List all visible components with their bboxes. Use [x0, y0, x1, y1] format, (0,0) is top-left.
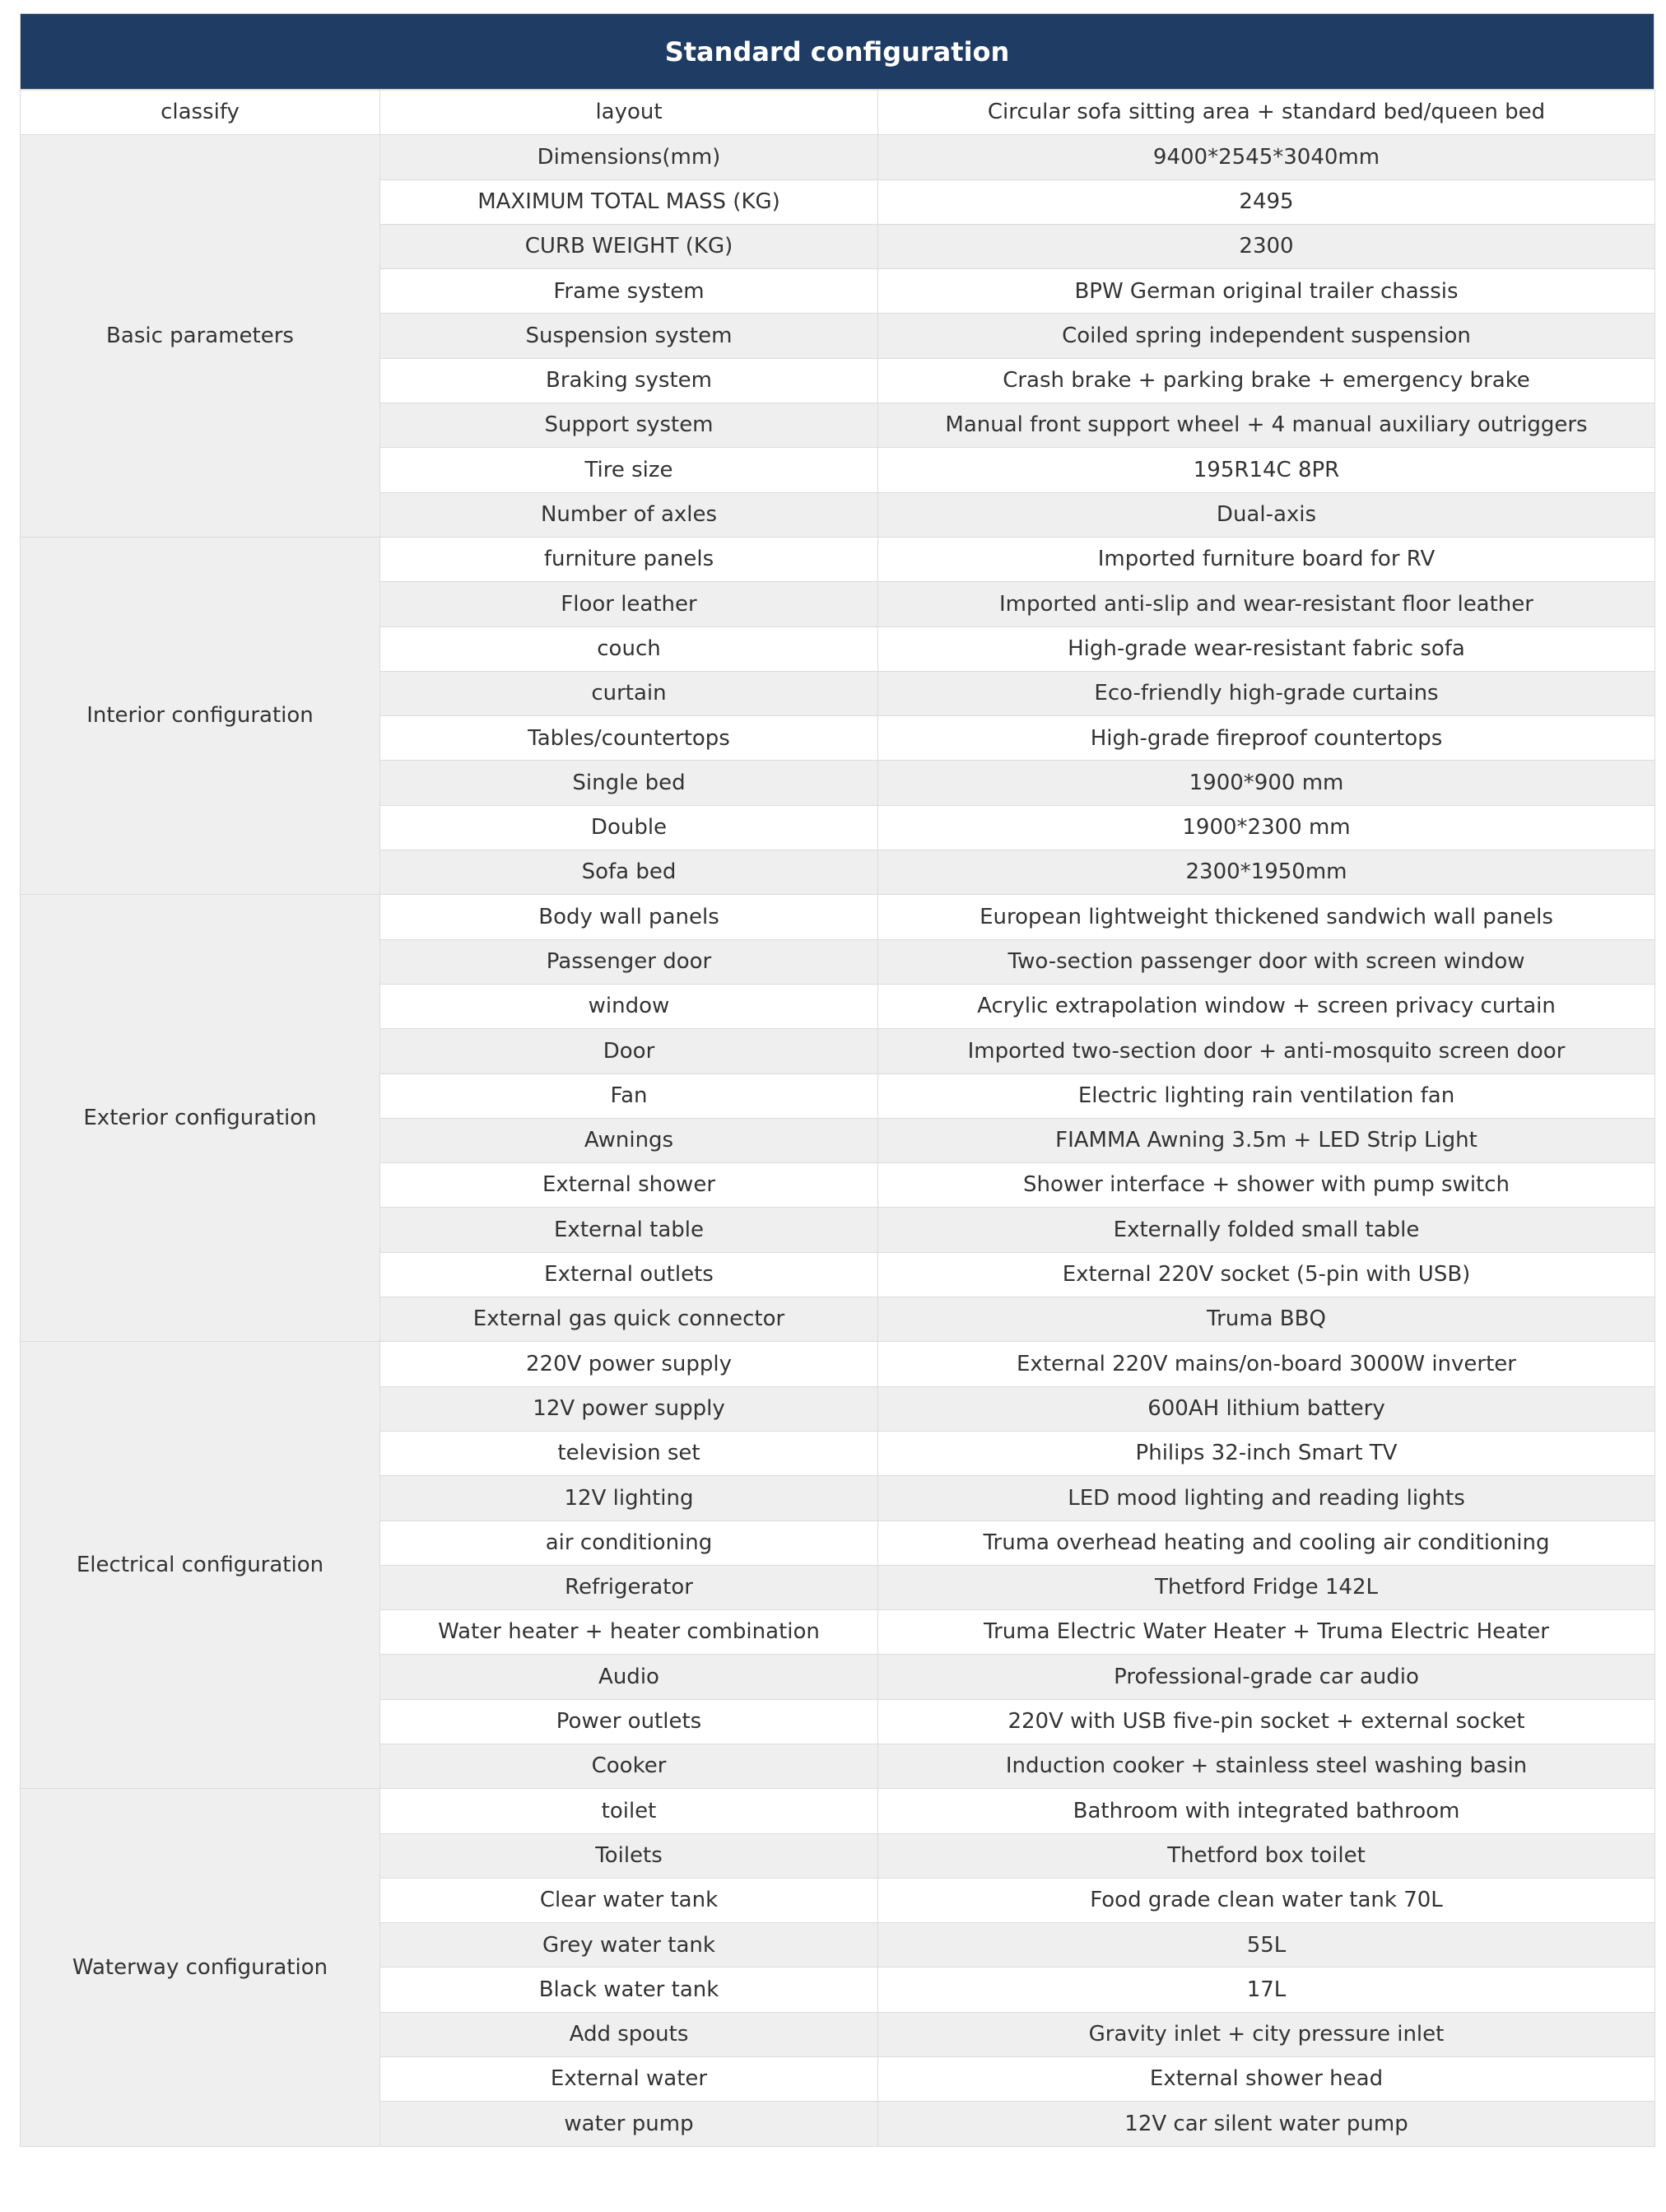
group-label: Exterior configuration [21, 895, 380, 1342]
item-label: Tire size [380, 448, 878, 492]
item-value: Two-section passenger door with screen window [878, 939, 1655, 984]
item-label: External gas quick connector [380, 1297, 878, 1342]
item-label: Clear water tank [380, 1878, 878, 1922]
item-value: 1900*2300 mm [878, 805, 1655, 850]
item-value: External 220V socket (5-pin with USB) [878, 1252, 1655, 1297]
item-label: toilet [380, 1789, 878, 1833]
header-row [21, 91, 1655, 135]
item-label: Support system [380, 403, 878, 448]
item-value: Truma BBQ [878, 1297, 1655, 1342]
item-value: Imported two-section door + anti-mosquito screen door [878, 1029, 1655, 1073]
item-value: 195R14C 8PR [878, 448, 1655, 492]
item-label: 12V lighting [380, 1476, 878, 1520]
group-label: Basic parameters [21, 135, 380, 538]
item-value: 1900*900 mm [878, 761, 1655, 805]
item-label: Suspension system [380, 314, 878, 358]
item-label: External shower [380, 1163, 878, 1208]
item-label: 12V power supply [380, 1386, 878, 1431]
item-value: 2300*1950mm [878, 850, 1655, 895]
item-value: Thetford box toilet [878, 1833, 1655, 1878]
item-label: Black water tank [380, 1968, 878, 2012]
item-label: Power outlets [380, 1699, 878, 1744]
item-label: External table [380, 1208, 878, 1252]
item-value: FIAMMA Awning 3.5m + LED Strip Light [878, 1118, 1655, 1162]
item-value: Imported anti-slip and wear-resistant floor leather [878, 582, 1655, 626]
item-value: Food grade clean water tank 70L [878, 1878, 1655, 1922]
item-label: Audio [380, 1655, 878, 1699]
item-label: Cooker [380, 1744, 878, 1788]
item-value: Imported furniture board for RV [878, 537, 1655, 581]
item-value: Eco-friendly high-grade curtains [878, 671, 1655, 715]
item-label: 220V power supply [380, 1342, 878, 1386]
item-label: Braking system [380, 358, 878, 403]
item-value: Thetford Fridge 142L [878, 1565, 1655, 1609]
item-value: High-grade wear-resistant fabric sofa [878, 626, 1655, 671]
item-label: Refrigerator [380, 1565, 878, 1609]
item-value: 55L [878, 1923, 1655, 1968]
item-value: 2495 [878, 179, 1655, 224]
item-value: Coiled spring independent suspension [878, 314, 1655, 358]
item-label: Toilets [380, 1833, 878, 1878]
item-value: Philips 32-inch Smart TV [878, 1431, 1655, 1475]
item-value: Truma overhead heating and cooling air conditioning [878, 1520, 1655, 1565]
item-label: Dimensions(mm) [380, 135, 878, 179]
group-label: Interior configuration [21, 537, 380, 894]
item-value: Shower interface + shower with pump switch [878, 1163, 1655, 1208]
item-label: air conditioning [380, 1520, 878, 1565]
item-label: furniture panels [380, 537, 878, 581]
item-value: Gravity inlet + city pressure inlet [878, 2012, 1655, 2056]
item-value: Truma Electric Water Heater + Truma Electric Heater [878, 1610, 1655, 1655]
item-value: External shower head [878, 2057, 1655, 2102]
item-value: Professional-grade car audio [878, 1655, 1655, 1699]
spec-sheet [20, 13, 1654, 2147]
item-value: Electric lighting rain ventilation fan [878, 1073, 1655, 1118]
layout-value: Circular sofa sitting area + standard bed/queen bed [878, 91, 1655, 135]
item-value: 2300 [878, 224, 1655, 268]
item-value: High-grade fireproof countertops [878, 716, 1655, 761]
item-label: Grey water tank [380, 1923, 878, 1968]
table-row [21, 1789, 1655, 1833]
table-row [21, 135, 1655, 179]
item-label: Passenger door [380, 939, 878, 984]
item-label: Double [380, 805, 878, 850]
item-label: couch [380, 626, 878, 671]
item-label: Tables/countertops [380, 716, 878, 761]
item-value: 12V car silent water pump [878, 2102, 1655, 2146]
item-label: Floor leather [380, 582, 878, 626]
item-label: television set [380, 1431, 878, 1475]
item-value: BPW German original trailer chassis [878, 269, 1655, 314]
item-value: Manual front support wheel + 4 manual auxiliary outriggers [878, 403, 1655, 448]
table-row [21, 895, 1655, 939]
item-value: External 220V mains/on-board 3000W inverter [878, 1342, 1655, 1386]
item-label: window [380, 984, 878, 1028]
item-value: European lightweight thickened sandwich wall panels [878, 895, 1655, 939]
item-label: External water [380, 2057, 878, 2102]
item-label: Add spouts [380, 2012, 878, 2056]
item-label: CURB WEIGHT (KG) [380, 224, 878, 268]
item-value: Acrylic extrapolation window + screen privacy curtain [878, 984, 1655, 1028]
item-label: Number of axles [380, 492, 878, 537]
item-label: External outlets [380, 1252, 878, 1297]
spec-table [20, 90, 1655, 2147]
item-value: 17L [878, 1968, 1655, 2012]
item-value: Induction cooker + stainless steel washing basin [878, 1744, 1655, 1788]
table-row [21, 1342, 1655, 1386]
item-label: Door [380, 1029, 878, 1073]
layout-header: layout [380, 91, 878, 135]
item-value: 220V with USB five-pin socket + external socket [878, 1699, 1655, 1744]
item-value: Crash brake + parking brake + emergency brake [878, 358, 1655, 403]
item-label: Fan [380, 1073, 878, 1118]
item-value: Dual-axis [878, 492, 1655, 537]
item-value: LED mood lighting and reading lights [878, 1476, 1655, 1520]
item-value: Externally folded small table [878, 1208, 1655, 1252]
table-row [21, 537, 1655, 581]
item-label: curtain [380, 671, 878, 715]
group-label: Waterway configuration [21, 1789, 380, 2146]
item-value: Bathroom with integrated bathroom [878, 1789, 1655, 1833]
item-label: Sofa bed [380, 850, 878, 895]
item-label: Water heater + heater combination [380, 1610, 878, 1655]
item-value: 600AH lithium battery [878, 1386, 1655, 1431]
item-label: Body wall panels [380, 895, 878, 939]
item-label: Single bed [380, 761, 878, 805]
group-label: Electrical configuration [21, 1342, 380, 1789]
item-label: MAXIMUM TOTAL MASS (KG) [380, 179, 878, 224]
item-label: Awnings [380, 1118, 878, 1162]
item-label: Frame system [380, 269, 878, 314]
table-title: Standard configuration [20, 13, 1654, 90]
item-label: water pump [380, 2102, 878, 2146]
classify-header: classify [21, 91, 380, 135]
item-value: 9400*2545*3040mm [878, 135, 1655, 179]
